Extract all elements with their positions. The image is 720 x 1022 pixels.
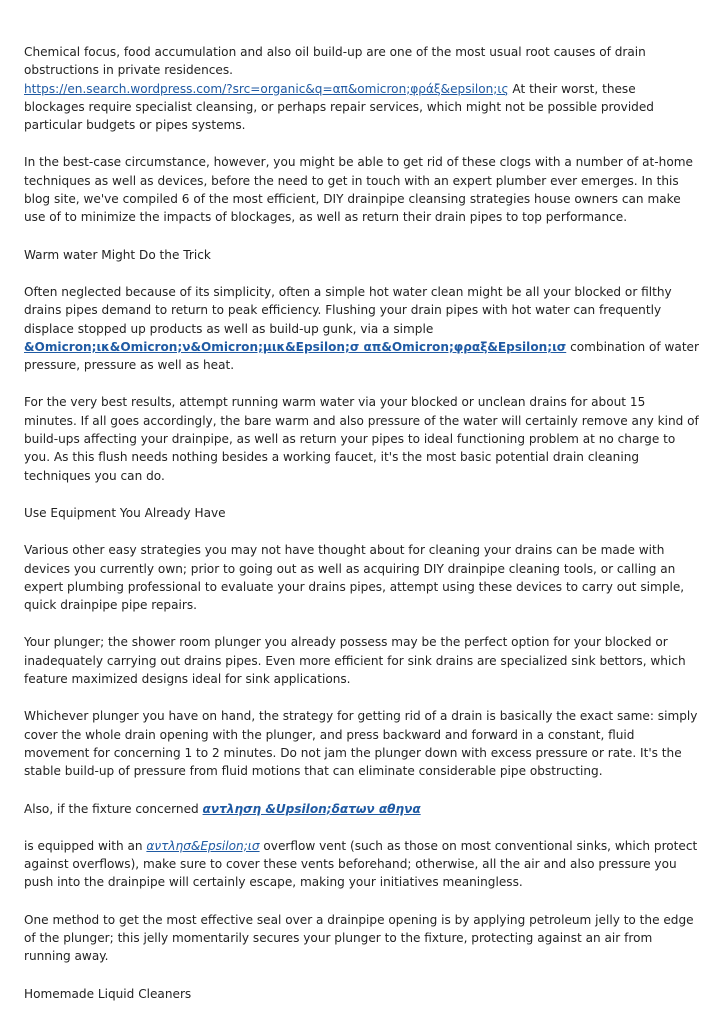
paragraph-various-strategies: Various other easy strategies you may not have thought about for cleaning your drains can be made with devices you currently own; prior to going out as well as acquiring DIY drainpipe cleaning tools, or calling an expert plumbing professional to evaluate your drains pipes, attempt using these devices to carry out simple, quick drainpipe pipe repairs. — [24, 543, 685, 613]
greek-pumping-link[interactable]: αντληση &Upsilon;δατων αθηνα — [202, 801, 421, 816]
paragraph-text: Chemical focus, food accumulation and also oil build-up are one of the most usual root causes of drain obstructions in private residences. — [24, 45, 646, 78]
heading-warm-water: Warm water Might Do the Trick — [24, 247, 211, 262]
article-body — [24, 43, 700, 1022]
heading-use-equipment: Use Equipment You Already Have — [24, 505, 226, 520]
paragraph-best-case: In the best-case circumstance, however, you might be able to get rid of these clogs with a number of at-home techniques as well as devices, before the need to get in touch with an expert plumber ever emerges. In this blog site, we've compiled 6 of the most efficient, DIY drainpipe cleansing strategies house owners can make use of to minimize the impacts of blockages, as well as return their drain pipes to top performance. — [24, 155, 693, 225]
paragraph-text: combination of water pressure, pressure as well as heat. — [24, 339, 699, 373]
paragraph-fixture-concerned — [24, 800, 700, 818]
paragraph-whichever-plunger: Whichever plunger you have on hand, the strategy for getting rid of a drain is basically the exact same: simply cover the whole drain opening with the plunger, and press backward and forward in a constant, fluid movement for concerning 1 to 2 minutes. Do not jam the plunger down with excess pressure or rate. It's the stable build-up of pressure from fluid motions that can eliminate considerable pipe obstructing. — [24, 709, 698, 779]
paragraph-text: At their worst, these blockages require specialist cleansing, or perhaps repair services, which might not be possible provided particular budgets or pipes systems. — [24, 81, 654, 133]
paragraph-text: overflow vent (such as those on most conventional sinks, which protect against overflows), make sure to cover these vents beforehand; otherwise, all the air and also pressure you push into the drainpipe will certainly escape, making your initiatives meaningless. — [24, 838, 698, 890]
paragraph-overflow-vent — [24, 837, 700, 892]
paragraph-text: is equipped with an — [24, 838, 147, 853]
paragraph-your-plunger: Your plunger; the shower room plunger you already possess may be the perfect option for your blocked or inadequately carrying out drains pipes. Even more efficient for sink drains are specialized sink bettors, which feature maximized designs ideal for sink applications. — [24, 635, 686, 687]
heading-homemade-cleaners: Homemade Liquid Cleaners — [24, 986, 192, 1001]
greek-pumps-link[interactable]: αντλησ&Epsilon;ισ — [146, 838, 260, 853]
paragraph-text: Also, if the fixture concerned — [24, 801, 203, 816]
paragraph-text: Often neglected because of its simplicity, often a simple hot water clean might be all your blocked or filthy drains pipes demand to return to peak efficiency. Flushing your drain pipes with hot water can frequently displace stopped up products as well as build-up gunk, via a simple — [24, 284, 672, 336]
greek-keyword-link[interactable]: &Omicron;ικ&Omicron;ν&Omicron;μικ&Epsilon;σ απ&Omicron;φραξ&Epsilon;ισ — [24, 339, 567, 354]
paragraph-petroleum-jelly: One method to get the most effective seal over a drainpipe opening is by applying petroleum jelly to the edge of the plunger; this jelly momentarily secures your plunger to the fixture, protecting against an air from running away. — [24, 912, 694, 964]
paragraph-often-neglected — [24, 283, 700, 374]
paragraph-chemical-focus — [24, 43, 700, 134]
paragraph-best-results: For the very best results, attempt running warm water via your blocked or unclean drains for about 15 minutes. If all goes accordingly, the bare warm and also pressure of the water will certainly remove any kind of build-ups affecting your drainpipe, as well as return your pipes to ideal functioning problem at no charge to you. As this flush needs nothing besides a working faucet, it's the most basic potential drain cleaning techniques you can do. — [24, 395, 699, 483]
wordpress-search-link[interactable]: https://en.search.wordpress.com/?src=organic&q=απ&omicron;φράξ&epsilon;ις — [24, 81, 509, 96]
